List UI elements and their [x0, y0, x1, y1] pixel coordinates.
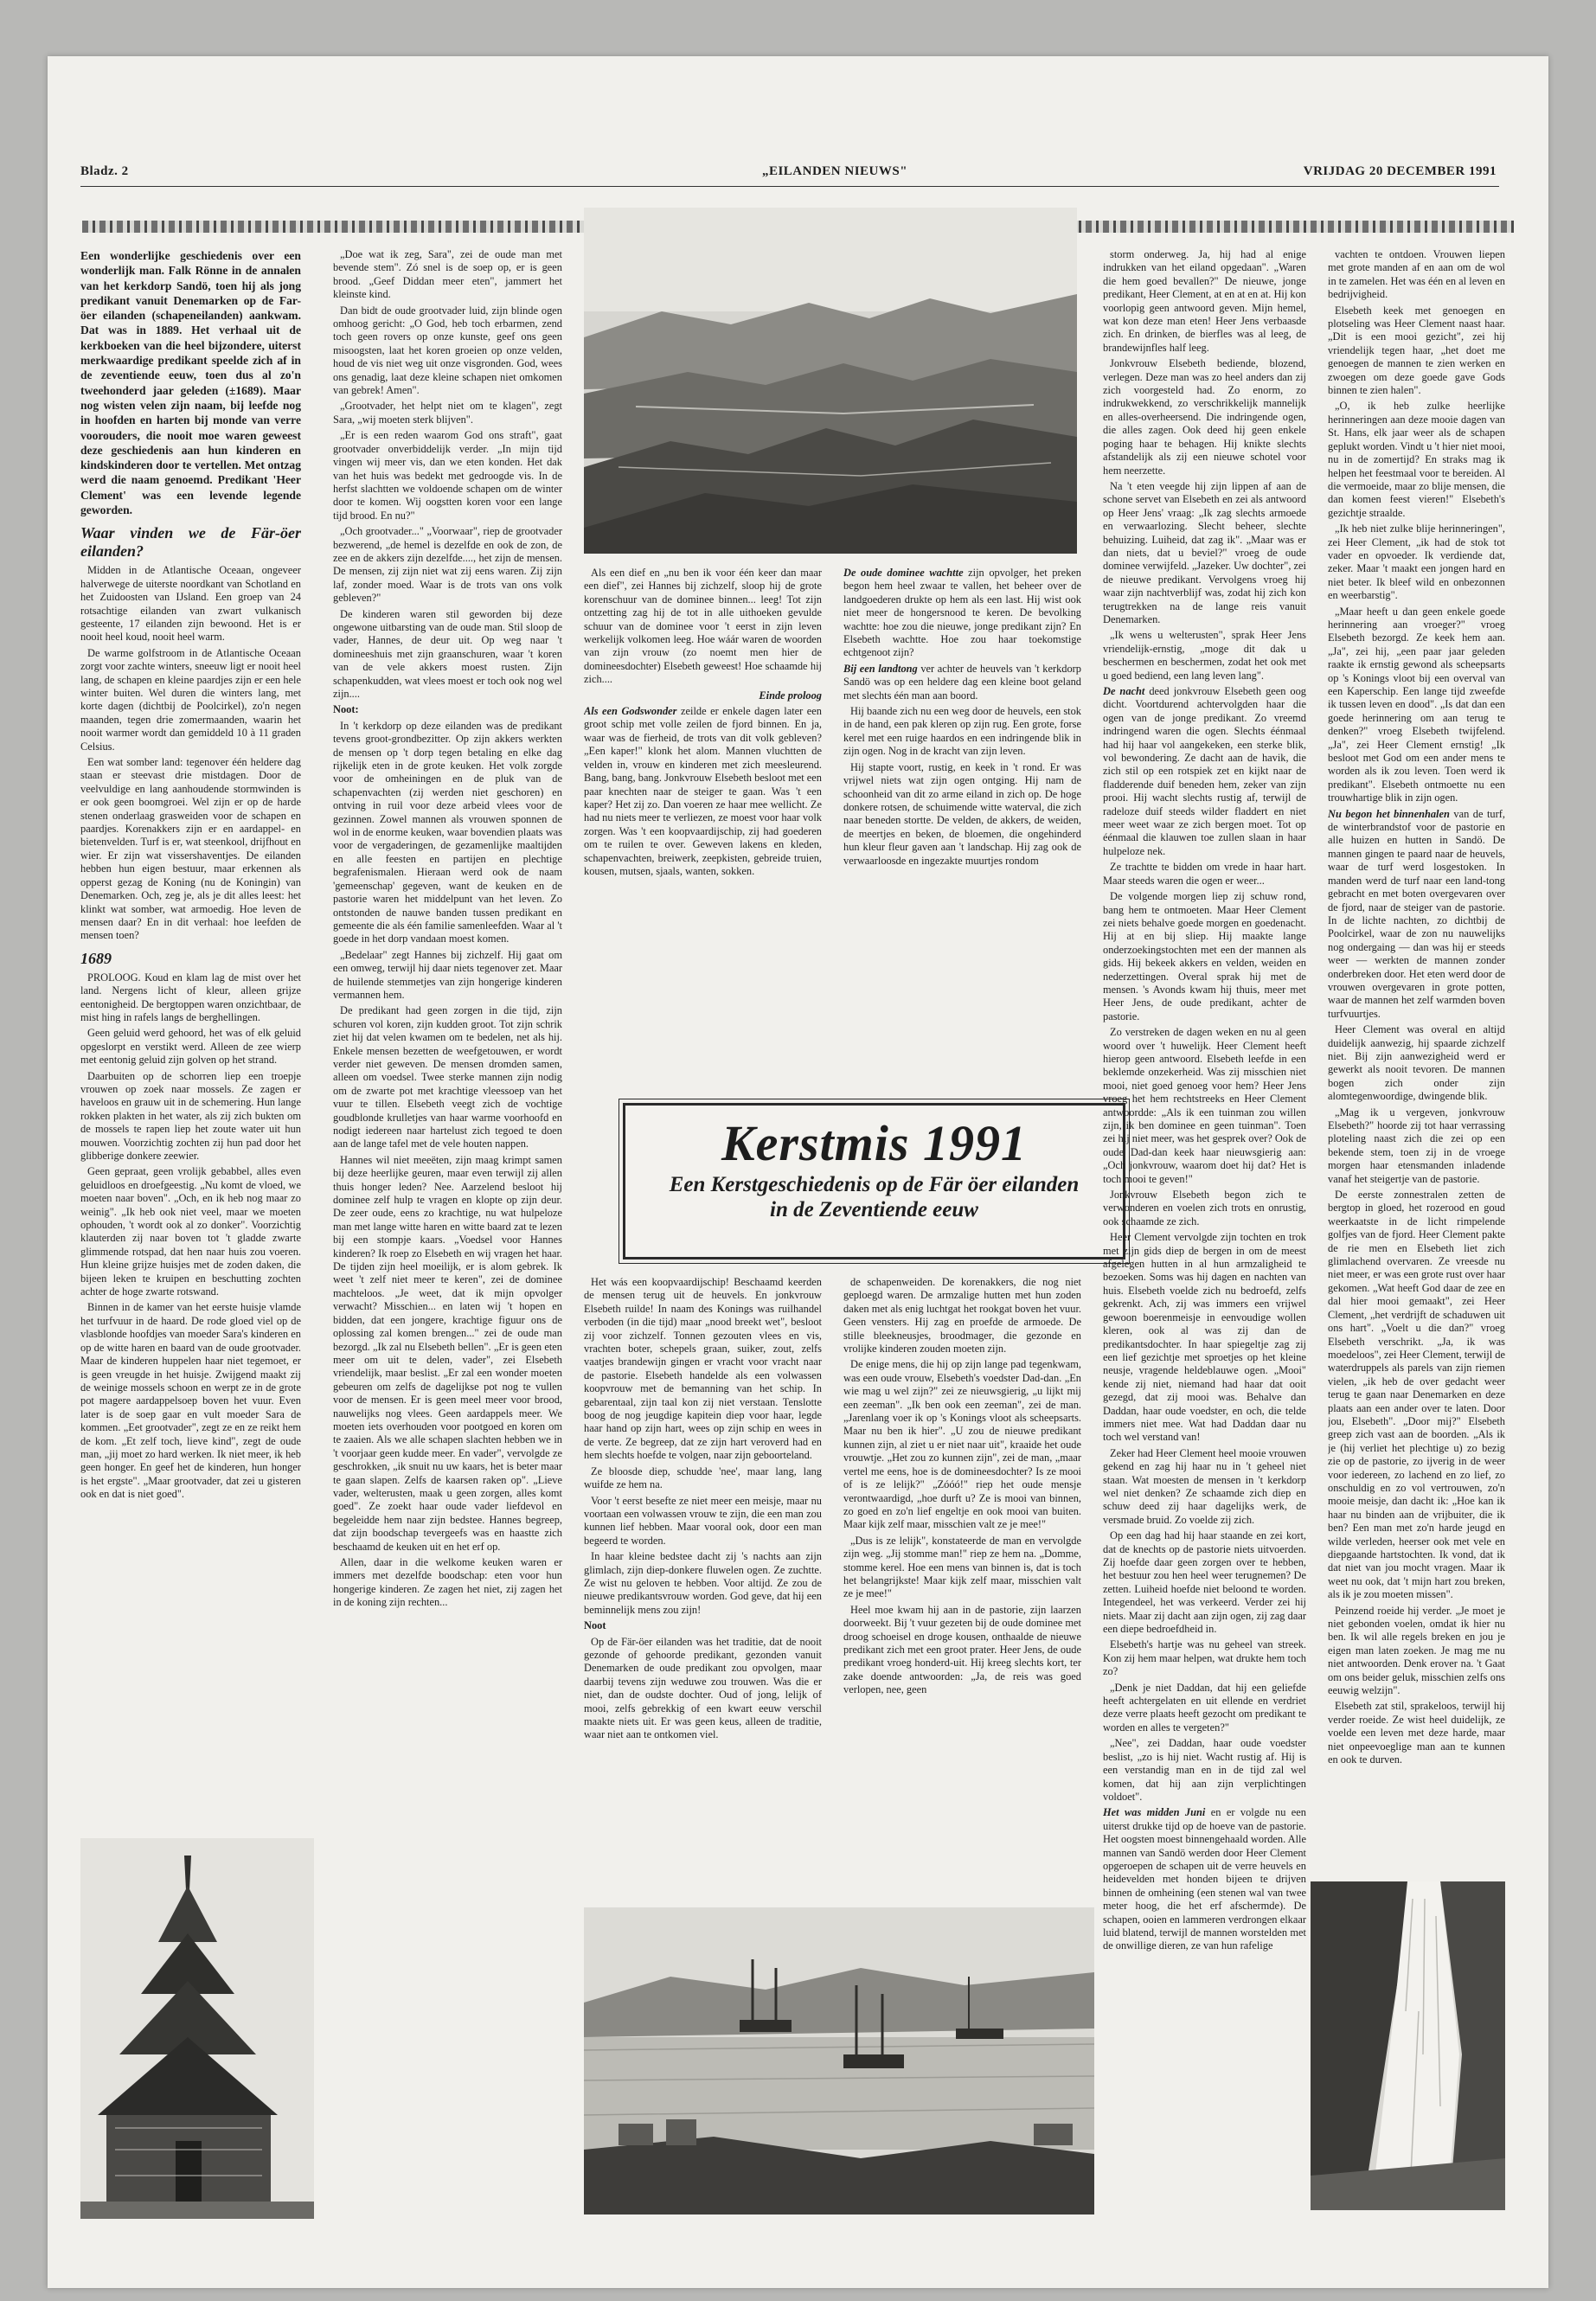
- paragraph: Jonkvrouw Elsebeth begon zich te verwonderen en voelen zich trots en onrustig, ook schaamde ze zich.: [1103, 1189, 1306, 1227]
- paragraph: zeilde er enkele dagen later een groot schip met volle zeilen de fjord binnen. En ja, waar was de fierheid, de trots van dit volk gebleven? „Een kaper!" klonk het alom. Mannen vluchtten de velden in, vrouw en kinderen met zich meesleurend. Bang, bang, bang. Jonkvrouw Elsebeth besloot met een paar knechten naar de steiger te gaan. Was 't een kaper? Het zij zo. Dan voeren ze haar mee wellicht. Ze had nu niets meer te verliezen, ze moest voor haar volk zorgen. Was 't een koopvaardijschip, zij had goederen om te ruilen te over. Geweven lakens en kleden, schapenvachten, breiwerk, zeepkisten, gebreide truien, kousen, mutsen, sjaals, wanten, sokken.: [584, 705, 822, 877]
- paragraph: Op een dag had hij haar staande en zei kort, dat de knechts op de pastorie niets uitvoerden. Zij hoefde daar geen zorgen over te hebben, het bestuur zou hen heel weer terugnemen? De zetten. Luiheid hoefde niet beloond te worden. Integendeel, het was verkeerd. Verder zei hij niets. Maar zij dacht aan zijn ogen, zij zag daar een diepe bedroefdheid in.: [1103, 1529, 1306, 1636]
- paragraph: Elsebeth's hartje was nu geheel van streek. Kon zij hem maar helpen, wat drukte hem toch zo?: [1103, 1638, 1306, 1678]
- paragraph: Ze bloosde diep, schudde 'nee', maar lang, lang wuifde ze hem na.: [584, 1465, 822, 1491]
- paragraph: „Dus is ze lelijk", konstateerde de man en vervolgde zijn weg. „Jij stomme man!" riep ze hem na. „Domme, stomme kerel. Hoe een mens van binnen is, dat is toch het belangrijkste! Maar kijk zelf maar, misschien valt ze je mee!": [843, 1534, 1081, 1600]
- paragraph: Voor 't eerst besefte ze niet meer een meisje, maar nu voortaan een volwassen vrouw te zijn, die een man zou kunnen lief hebben. Maar vooral ook, door een man begeerd te worden.: [584, 1494, 822, 1547]
- lead-in: De oude dominee wachtte: [843, 567, 964, 579]
- paragraph: Als een dief en „nu ben ik voor één keer dan maar een dief", zei Hannes bij zichzelf, sloop hij de grote korenschuur van de dominee binnen... leeg! Tot zijn ontzetting zag hij de tot in alle uithoeken gevulde schuur van de dominee voor 't eerst in zijn leven werkelijk volkomen leeg. Hoe wáár waren de woorden van zijn vrouw (zo noemt men hier de domineesdochter) Elsebeth geweest! Hoe schaamde hij zich....: [584, 567, 822, 686]
- paragraph: „Nee", zei Daddan, haar oude voedster beslist, „zo is hij niet. Wacht rustig af. Hij is een verstandig man en in de tijd zal wel komen, dat hij aan zijn verplichtingen voldoet".: [1103, 1737, 1306, 1803]
- ornamental-border-right: [1034, 221, 1514, 233]
- paragraph: PROLOOG. Koud en klam lag de mist over het land. Nergens licht of kleur, alleen grijze eentonigheid. De bergtoppen waren onzichtbaar, de mist hing in rafels langs de berghellingen.: [80, 971, 301, 1023]
- note-heading: Noot: [584, 1619, 606, 1632]
- paragraph: van de turf, de winterbrandstof voor de pastorie en alle huizen en hutten in Sandö. De mannen gingen te paard naar de heuvels, waar de turf werd losgestoken. In manden werd de turf naar een land-tong gebracht en met boten overgevaren over de fjord, naar de steiger van de pastorie. In de lichte nachten, zo dichtbij de Poolcirkel, waar de zon nu nauwelijks nog ondergaing — dan was hij er steeds weer — werkten de mannen zonder onderbreken door. Het eten werd door de vrouwen overgevaren in grote potten, waar de mannen het zelf warmden boven turfvuurtjes.: [1328, 807, 1505, 1020]
- paragraph: „Mag ik u vergeven, jonkvrouw Elsebeth?" hoorde zij tot haar verrassing ploteling naast zich die zei op een bekende stem, toen zij in de vroege morgen haar etensmanden inladende vanaf het steigertje van de pastorie.: [1328, 1106, 1505, 1185]
- paragraph: Het wás een koopvaardijschip! Beschaamd keerden de mensen terug uit de heuvels. En jonkvrouw Elsebeth ruilde! In naam des Konings was ruilhandel verboden (in die tijd) maar „nood breekt wet", besloot zij voor zichzelf. Tonnen gezouten vlees en vis, vrachten boter, schepels graan, suiker, zout, zelfs vaatjes brandewijn gingen er vracht voor vracht naar de pastorie. Elsebeth handelde als een volwassen koopvrouw met de bemanning van het schip. In gebarentaal, zijn taal kon zij niet verstaan. Tenslotte boog de nog jeugdige kapitein diep voor haar, legde haar hand op zijn hart, wees op zijn schip en wees in de verte. Ze begreep, dat ze zijn hart veroverd had en hem slechts hoefde te volgen, naar zijn geboorteland.: [584, 1276, 822, 1462]
- paragraph: vachten te ontdoen. Vrouwen liepen met grote manden af en aan om de wol in te zamelen. Het was één en al leven en bedrijvigheid.: [1328, 248, 1505, 301]
- lead-in: Bij een landtong: [843, 662, 918, 675]
- paragraph: Elsebeth zat stil, sprakeloos, terwijl hij verder roeide. Ze wist heel duidelijk, ze voelde een leven met deze harde, maar niet onpeevoeglige man aan te kunnen en ook te durven.: [1328, 1700, 1505, 1766]
- newspaper-page: [48, 56, 1548, 2288]
- paragraph: In haar kleine bedstee dacht zij 's nachts aan zijn glimlach, zijn diep-donkere fluwelen ogen. Ze zuchtte. Ze wist nu geloven te hebben. Voor altijd. Ze zou de nieuwe predikantsvrouw worden. God geve, dat hij een beminnelijk mens zou zijn!: [584, 1550, 822, 1616]
- note-paragraph: In 't kerkdorp op deze eilanden was de predikant tevens groot-grondbezitter. Op zijn akkers werkten de mensen op 't dorp tegen betaling en elke dag rijkelijk eten in de grote keuken. Het volk zorgde voor de omheiningen en de pluk van de schapenvachten (zij werden niet geschoren) en ontving in ruil voor deze arbeid vlees voor de gezinnen. Zowel mannen als vrouwen sponnen de wol in de enorme keuken, waar bovendien plaats was voor de vergaderingen, de gezamenlijke maaltijden en alle feesten en partijen en plechtige begrafenismalen. Hieraan werd ook de naam 'gemeenschap' gegeven, want de keuken en de pastorie waren het middelpunt van het leven. Zo ontstonden de nauwe banden tussen predikant en gemeente die als één familie samenleefden. Waar al 't goede in het dorp vandaan moest komen.: [333, 719, 562, 945]
- column-3-top: [584, 567, 822, 1051]
- paragraph: Hannes wil niet meeëten, zijn maag krimpt samen bij deze heerlijke geuren, maar even terwijl zij allen thuis honger leden? Nee. Aarzelend besloot hij dominee zelf hulp te vragen en klopte op zijn deur. De zeer oude, eens zo krachtige, nu wat hulpeloze man met lange witte haren en witte baard zat te lezen bij een stompje kaars. „Voedsel voor Hannes kinderen? Ik roep zo Elsebeth en wij vragen het haar. De tijden zijn heel moeilijk, er is alom gebrek. Ik weet 't zelf niet meer te keren", zei de dominee machteloos. „Je weet, dat ik mijn opvolger verwacht? Misschien... en laten wij 't hopen en bidden, dat een jongere, krachtige figuur ons de oplossing zal komen brengen..." zei de oude man bezorgd. „Ik zal nu Elsebeth bellen". „Er is geen eten meer om uit te delen, vader", zei Elsebeth vriendelijk, maar beslist. „Er zal een wonder moeten gebeuren om zelfs de dagelijkse pot nog te vullen voor de mensen. Er is geen meel meer voor brood, nauwelijks nog vlees. Geen aardappels meer. We moeten iets overhouden voor pootgoed en koren om te zaaien. Als we alle schapen slachten hebben we in 't voorjaar geen kudde meer. En vader", vervolgde ze geschrokken, „ik snuit nu uw kaars, het is beter maar te gaan slapen. Zelfs de kaarsen raken op". „Lieve vader, welterusten, maak u geen zorgen, alles komt goed". Ze zoekt haar oude vader liefdevol en begeleidde hem naar zijn bedstee. Hannes begreep, dat zijn boodschap tevergeefs was en haastte zich beschaamd de keuken uit en het erf op.: [333, 1153, 562, 1553]
- lead-in: Als een Godswonder: [584, 705, 677, 718]
- paragraph: „Ik wens u welterusten", sprak Heer Jens vriendelijk-ernstig, „moge dit dak u beschermen en beschermen, zodat het ook met u goed bediend, een lang leven lang".: [1103, 629, 1306, 682]
- paragraph: Hij baande zich nu een weg door de heuvels, een stok in de hand, een pak kleren op zijn rug. Een grote, forse kerel met een ruige haardos en een indringende blik in zijn ogen. Nog in de kracht van zijn leven.: [843, 705, 1081, 758]
- feature-title: Kerstmis 1991: [721, 1115, 1027, 1171]
- paragraph: De enige mens, die hij op zijn lange pad tegenkwam, was een oude vrouw, Elsebeth's voedster Dad-dan. „En wie mag u wel zijn?" zei ze nieuwsgierig, „u lijkt mij een zeeman". „Ik ben ook een zeeman", zei de man. „Jarenlang voer ik op 's Konings vloot als scheepsarts. Maar nu ben ik hier". „U zou de nieuwe predikant kunnen zijn, al ziet u er niet naar uit", kraaide het oude vrouwtje. „Het zou zo kunnen zijn", zei de man, „maar vertel me eens, hoe is de domineesdochter? Is ze mooi of is ze lelijk?" „Zóóó!" riep het oude mensje verontwaardigd, „hoe durft u? Ze is mooi van binnen, zo goed en zo'n lief engeltje en ook mooi van buiten. Maar kijk zelf maar, misschien valt ze je mee!": [843, 1358, 1081, 1531]
- stave-church-illustration: [80, 1838, 314, 2219]
- paragraph: ver achter de heuvels van 't kerkdorp Sandö was op een heldere dag een kleine boot geland met slechts één man aan boord.: [843, 662, 1081, 702]
- paragraph: Jonkvrouw Elsebeth bediende, blozend, verlegen. Deze man was zo heel anders dan zij zich voorgesteld had. Zo enorm, zo indrukwekkend, zo verschrikkelijk mannelijk en alles-overheersend. Die indringende ogen, die alles zagen. Ook deed hij geen enkele poging haar te behagen. Hij knikte slechts afstandelijk als zij een nieuwe schotel voor hem neerzette.: [1103, 357, 1306, 477]
- paragraph: Geen geluid werd gehoord, het was of elk geluid opgeslorpt en verstikt werd. Alleen de zee wierp met eentonig geluid zijn golven op het strand.: [80, 1027, 301, 1067]
- paragraph: Na 't eten veegde hij zijn lippen af aan de schone servet van Elsebeth en zei als antwoord op Heer Jens' vraag: „Ik zag slechts armoede en verwaarlozing. Slecht beheer, slechte behuizing. Luiheid, dat zag ik". „Maar was er dan niets, dat u beviel?" vroeg de oude dominee verwijfeld. „Jazeker. Uw dochter", zei de nieuwe predikant. Vervolgens vroeg hij waar zijn nachtverblijf was, zodat hij zich kon terugtrekken na de lange reis vanuit Denemarken.: [1103, 479, 1306, 625]
- paragraph: Ze trachtte te bidden om vrede in haar hart. Maar steeds waren die ogen er weer...: [1103, 861, 1306, 887]
- paragraph: „Er is een reden waarom God ons straft", gaat grootvader onverbiddelijk verder. „In mijn tijd vingen wij meer vis, dan we eten konden. Het dak van het huis was bedekt met gedroogde vis. In de herfst slachtten we voldoende schapen om de winter door te komen. Wij oogstten koren voor een lange tijd brood. En nu?": [333, 429, 562, 522]
- paragraph: Zeker had Heer Clement heel mooie vrouwen gekend en zag hij haar nu in 't geheel niet staan. Wat moesten de mensen in 't kerkdorp wel niet denken? Ze schaamde zich diep en schuw deed zij haar dagelijks werk, de versmade bruid. Zo voelde zij zich.: [1103, 1446, 1306, 1526]
- paragraph: Een wat somber land: tegenover één heldere dag staan er steevast drie mistdagen. Door de veelvuldige en lang aanhoudende stormwinden is er ook geen boomgroei. Wel zijn er op de harde stenen onderlaag grasweiden voor de schapen en paardjes. Korenakkers zijn er en aardappel- en bietenvelden. Turf is er, wat steenkool, drijfhout en wier. Er zijn wat vissershaventjes. De eilanden hebben hun eigen bestuur, maar erkennen als opperst gezag de Koning (nu de Koningin) van Denemarken. Och, zeg je, als je dit alles leest: het klinkt wat somber, wat armoedig. Hoe leven de mensen daar? En in dit verhaal: hoe leefden de mensen toen?: [80, 756, 301, 942]
- paragraph: Dan bidt de oude grootvader luid, zijn blinde ogen omhoog gericht: „O God, heb toch erbarmen, zend toch geen rovers op onze kunste, geef ons geen misoogsten, laat het koren groeien op onze velden, houd de vis niet weg uit onze visgronden. God, wees ons genadig, laat deze kleine schapen niet omkomen van gebrek! Amen".: [333, 304, 562, 397]
- paragraph: „Grootvader, het helpt niet om te klagen", zegt Sara, „wij moeten sterk blijven".: [333, 400, 562, 426]
- paragraph: De predikant had geen zorgen in die tijd, zijn schuren vol koren, zijn kudden groot. Tot zijn schrik ziet hij dat velen kwamen om te bedelen, net als hij. Enkele mensen bezetten de weefgetouwen, er wordt verder niet geweven. De mensen dromden samen, alleen om voedsel. Twee sterke mannen zijn nodig om de zwarte pot met krachtige vleessoep van het vuur te tillen. Elsebeth veegt zich de vochtige goudblonde krulletjes van haar warme voorhoofd en nodigt iedereen naar hartelust zich tegoed te doen aan de lange tafel met de vele houten nappen.: [333, 1004, 562, 1150]
- paragraph: Binnen in de kamer van het eerste huisje vlamde het turfvuur in de haard. De rode gloed viel op de vlasblonde hoofdjes van moeder Sara's kinderen en op de witte haren en baard van de oude grootvader. Maar de kinderen huppelen haar niet tegemoet, er is geen vreugde in het huisje. Zwijgend maakt zij de weinige mossels schoon en werpt ze in de grote pot magere aardappelsoep boven het vuur. Even later is de soep gaar en vult moeder Sara de kommen. „Eet grootvader", zegt ze en ze reikt hem de kom. „Et zelf toch, lieve kind", zegt de oude man, „jij moet zo hard werken. Ik niet meer, ik heb geen honger. En geef het de kinderen, hun honger is het ergste". „Maar grootvader, dat zei u gisteren ook en dat is niet goed".: [80, 1301, 301, 1501]
- issue-date: VRIJDAG 20 DECEMBER 1991: [1303, 164, 1497, 178]
- paragraph: De volgende morgen liep zij schuw rond, bang hem te ontmoeten. Maar Heer Clement zei niets behalve goede morgen en goedenacht. Hij at en bij sliep. Hij maakte lange onderzoekingstochten met een der mannen als gids. Hij bekeek akkers en velden, weiden en nederzettingen. Overal sprak hij met de mensen. 's Avonds kwam hij thuis, meer met Heer Jens, de oude predikant, achter de pastorie.: [1103, 890, 1306, 1022]
- paragraph: „Och grootvader..." „Voorwaar", riep de grootvader bezwerend, „de hemel is dezelfde en ook de zon, de zee en de akkers zijn dezelfde...., het zijn de mensen. De mensen, zij zijn niet wat zij eens waren. Zij zijn laf, zonder moed. Waar is de trots van ons volk gebleven?": [333, 525, 562, 605]
- ornamental-border-left: [82, 221, 601, 233]
- paragraph: „Doe wat ik zeg, Sara", zei de oude man met bevende stem". Zó snel is de soep op, er is geen brood. „Geef Diddan meer eten", jammert het kleinste kind.: [333, 248, 562, 301]
- column-4-bottom: [843, 1276, 1081, 1760]
- paragraph: Hij stapte voort, rustig, en keek in 't rond. Er was vrijwel niets wat zijn ogen ontging. Hij nam de schoonheid van dit zo arme eiland in zich op. De hoge donkere rotsen, de schuimende witte waterval, die zich naar beneden stortte. De velden, de akkers, de weiden, de meertjes en beken, de bloemen, die ongehinderd hun kleur fleur gaven aan 't landschap. Hij zag ook de verwaarloosde en ingezakte muurtjes rondom: [843, 760, 1081, 867]
- paragraph: „Maar heeft u dan geen enkele goede herinnering aan vroeger?" vroeg Elsebeth bezorgd. Ze keek hem aan. „Ja", zei hij, „een paar jaar geleden raakte ik ernstig gewond als scheepsarts op 's Konings vloot bij een overval van een Kaperschip. Een lange tijd zweefde ik tussen leven en dood". „Is dat dan een goede herinnering om aan terug te denken?" vroeg Elsebeth twijfelend. „Ja", zei Heer Clement ernstig! „Ik besloot met God om een ander mens te worden als ik zou leven. Toen werd ik predikant". Elsebeth ontmoette nu een trouwhartige blik in zijn ogen.: [1328, 605, 1505, 804]
- column-5: [1103, 248, 1306, 2221]
- paragraph: De kinderen waren stil geworden bij deze ongewone uitbarsting van de oude man. Stil sloop de vader, Hannes, de deur uit. Op weg naar 't domineeshuis met zijn graanschuren, waar 't koren van de vele akkers moest rusten. Zijn schapenkudden, wat vlees moest er toch ook nog wel zijn....: [333, 607, 562, 700]
- feature-subtitle-line-1: Een Kerstgeschiedenis op de Fär öer eilanden: [669, 1173, 1080, 1196]
- feature-subtitle-line-2: in de Zeventiende eeuw: [770, 1198, 978, 1221]
- fjord-landscape-illustration: [584, 208, 1077, 554]
- column-2: [333, 248, 562, 2221]
- prologue-end: Einde proloog: [759, 689, 822, 702]
- column-1: [80, 248, 301, 1814]
- column-3-bottom: [584, 1276, 822, 1760]
- paragraph: Elsebeth keek met genoegen en plotseling was Heer Clement naast haar. „Dit is een mooi gezicht", zei hij vriendelijk tegen haar, „het doet me genoegen de mannen te zien werken en zwoegen om deze goede gave Gods binnen te zien halen".: [1328, 304, 1505, 397]
- paragraph: „Denk je niet Daddan, dat hij een geliefde heeft achtergelaten en uit ellende en verdriet deze verre plaats heeft gezocht om predikant te worden en alles te vergeten?": [1103, 1681, 1306, 1734]
- paragraph: Geen gepraat, geen vrolijk gebabbel, alles even geluidloos en droefgeestig. „Nu komt de vloed, we moeten naar boven". „Och, en ik heb nog maar zo weinig". „Ik heb ook niet veel, maar we moeten ophouden, 't wordt ook al zo donker". Voorzichtig klauterden zij naar boven tot 't gladde zwarte glimmende rotspad, dat hen naar huis zou voeren. Hun kleine grijze huisjes met de zoden daken, die bijeen leken te kruipen en beschutting zochten achter de hoge zwarte rotswand.: [80, 1165, 301, 1298]
- page-number: Bladz. 2: [80, 164, 129, 178]
- intro-paragraph: Een wonderlijke geschiedenis over een wonderlijk man. Falk Rönne in de annalen van het kerkdorp Sandö, toen hij als jong predikant vanuit Denemarken op de Far-öer eilanden (schapeneilanden) aankwam. Dat was in 1889. Het verhaal uit de kerkboeken van die heel bijzondere, uiterst merkwaardige predikant speelde zich af in de zeventiende eeuw, toen dus al zo'n tweehonderd jaar geleden (±1689). Maar nog wisten velen zijn naam, bij leefde nog in hoofden en harten bij monde van verre voorouders, die nooit moe waren geweest deze geschiedenis aan hun kinderen en kindskinderen door te vertellen. Met ontzag werd die naam genoemd. Predikant 'Heer Clement' was een levende legende geworden.: [80, 249, 301, 517]
- paragraph: De eerste zonnestralen zetten de bergtop in gloed, het rozerood en goud weerkaatste in de licht rimpelende golfjes van de fjord. Heer Clement pakte de rie men en Elsebeth liet zich glimlachend overvaren. Ze vreesde nu niet meer, er was een grote rust over haar gekomen. „Wat heeft God daar de zee en dal hier mooi gemaakt", zei Heer Clement, „het verdrijft de schaduwen uit ons hart". „Voelt u die dan?" vroeg Elsebeth verschrikt. „Ja, ik was moedeloos", zei Heer Clement, terwijl de waterdruppels als parels van zijn riemen vielen, „ik heb de over gedacht weer terug te gaan naar Denemarken en deze plaats aan een ander over te laten. Door jou, Elsebeth". „Door mij?" Elsebeth greep zich vast aan de boorden. „Als ik je (hij verliet het plechtige u) zo bezig zie op de pastorie, zo ijverig in de weer voor iedereen, zo lachend en zo lief, zo onschuldig en zo vol vertrouwen, zo'n mooie meisje, dan dacht ik: „Hoe kan ik haar nu binden aan de vrijbuiter, die ik ben? Een man met zo'n harde jeugd en wilde verleden, heerser ook met vele en diepgaande hartstochten. Ik vond, dat ik dat niet van jou mocht vragen. Maar ik weet nu ook, dat 't mijn hart zou breken, als ik je zou moeten missen".: [1328, 1189, 1505, 1601]
- lead-in: Het was midden Juni: [1103, 1806, 1206, 1819]
- paragraph: zijn opvolger, het preken begon hem heel zwaar te vallen, het beheer over de landgoederen drukte op hem als een last. Hij wist ook niet meer de hongersnood te keren. De bevolking wachtte: hoe zou die nieuwe, jonge predikant zijn? En Elsebeth wachtte. Hoe zou haar toekomstige echtgenoot zijn?: [843, 567, 1081, 659]
- paragraph: storm onderweg. Ja, hij had al enige indrukken van het eiland opgedaan". „Waren die hem goed bevallen?" De nieuwe, jonge predikant, Heer Clement, at en at en at. Hij kon voorlopig geen antwoord geven. Mijn hemel, wat kon deze man eten! Heer Jens verbaasde zich. En drinken, de bierfles was al leeg, de brandewijnfles half leeg.: [1103, 248, 1306, 354]
- paragraph: Peinzend roeide hij verder. „Je moet je niet gebonden voelen, omdat ik hier nu ben. Ik wil alle regels breken en jou je eigen man laten zoeken. Je mag me nu niet antwoorden. Denk erover na. 't Gaat om ons beider geluk, misschien zelfs ons eeuwig welzijn".: [1328, 1604, 1505, 1697]
- section-heading: Waar vinden we de Fär-öer eilanden?: [80, 524, 301, 561]
- paragraph: Zo verstreken de dagen weken en nu al geen woord over 't huwelijk. Heer Clement heeft hierop geen antwoord. Elsebeth leefde in een beklemde onzekerheid. Was zij misschien niet mooi, niet goed genoeg voor hem? Heer Jens vroeg het hem rechtstreeks en Heer Clement antwoordde: „Als ik een tuinman zou willen zijn, ik ben dominee en geen tuinman". Toen zei hij niet meer, was het gesprek over? Ook de oude Dad-dan keek haar nieuwsgierig aan: „Och jonkvrouw, waarom doet hij dat? Het is toch mooi te geven!": [1103, 1026, 1306, 1185]
- note-paragraph: Op de Fär-öer eilanden was het traditie, dat de nooit gezonde of gehoorde predikant, gezonden vanuit Denemarken de oude predikant zou opvolgen, maar daarbij tevens zijn weduwe zou trouwen. Was die er niet, dan de oudste dochter. Oud of jong, lelijk of mooi, zelfs gebrekkig of een kwart eeuw verschil maakte niets uit. Er was geen keus, alleen de traditie, waar niet aan te ontkomen viel.: [584, 1635, 822, 1741]
- column-4-top: [843, 567, 1081, 1051]
- paragraph: Heel moe kwam hij aan in de pastorie, zijn laarzen doorweekt. Bij 't vuur gezeten bij de oude dominee met droog schoeisel en droge kousen, onthaalde de nieuwe predikant zich met een groot prater. Heer Jens, de oude predikant vroeg honderd-uit. Hij kreeg slechts kort, ter zake doende antwoorden: „Ja, de reis was goed verlopen, nee, geen: [843, 1603, 1081, 1696]
- paragraph: deed jonkvrouw Elsebeth geen oog dicht. Voortdurend achtervolgden haar die ogen van de jonge predikant. Zo vreemd indringend waren die ogen. Slechts éénmaal had hij haar vol aangekeken, een sterke blik, vol bewondering. Ze dacht aan de havik, die zich stil op een rotspiek zet en kijkt naar de fladderende duif beneden hem, zeker van zijn prooi. Hij wacht slechts rustig af, terwijl de radeloze duif steeds wilder fladdert en niet meer weet waar ze zich bergen moet. Tot op éénmaal die klauwen toe zullen slaan in haar hulpeloze nek.: [1103, 685, 1306, 857]
- feature-title-box: [623, 1103, 1125, 1259]
- paragraph: de schapenweiden. De korenakkers, die nog niet geploegd waren. De armzalige hutten met hun zoden daken met als enig luchtgat het rookgat boven het vuur. Geen vensters. Hij zag en proefde de armoede. De stille bleekneusjes, broodmager, die gezonde en vrolijke kinderen zouden moeten zijn.: [843, 1276, 1081, 1356]
- section-heading: 1689: [80, 949, 112, 967]
- waterfall-illustration: [1311, 1881, 1505, 2210]
- paragraph: De warme golfstroom in de Atlantische Oceaan zorgt voor zachte winters, sneeuw ligt er nooit heel lang, de schapen en kleine paardjes zijn er een hele winter buiten. Wel duren die winters lang, met korte dagen (dichtbij de Poolcirkel), zo'n negen maanden, tegen drie zomermaanden, waarin het nooit warmer wordt dan gemiddeld 10 à 11 graden Celsius.: [80, 646, 301, 753]
- paragraph: Allen, daar in die welkome keuken waren er immers met dezelfde boodschap: eten voor hun hongerige kinderen. Ze zagen het niet, zij zagen het in de koning zijn rechten...: [333, 1556, 562, 1609]
- note-heading: Noot:: [333, 703, 359, 716]
- lead-in: Nu begon het binnenhalen: [1328, 807, 1450, 820]
- paragraph: Heer Clement was overal en altijd duidelijk aanwezig, hij spaarde zichzelf niet. Bij zijn aanwezigheid werd er gewerkt als nooit tevoren. De mannen bogen zich onder zijn alomtegenwoordige, dwingende blik.: [1328, 1023, 1505, 1103]
- paragraph: „O, ik heb zulke heerlijke herinneringen aan deze mooie dagen van St. Hans, elk jaar weer als de schapen geplukt worden. Vindt u 't hier niet mooi, nu in de zomertijd? En straks mag ik helpen het feestmaal voor te bereiden. Al die vermoeide, maar zo blije mensen, die dan komen feest vieren!" Elsebeth's gezichtje straalde.: [1328, 400, 1505, 519]
- newspaper-name: „EILANDEN NIEUWS": [761, 164, 908, 178]
- paragraph: „Bedelaar" zegt Hannes bij zichzelf. Hij gaat om een omweg, terwijl hij daar niets tegenover zet. Maar de huilende stemmetjes van zijn hongerige kinderen vermannen hem.: [333, 948, 562, 1001]
- paragraph: Daarbuiten op de schorren liep een troepje vrouwen op zoek naar mossels. Ze zagen er haveloos en grauw uit in de schemering. Hun lange rokken plakten in het water, als zij zich bukten om de mossels te rapen liep het zoute water uit hun mouwen. Voorzichtig zochten zij hun pad door het glibberige donkere zeewier.: [80, 1069, 301, 1162]
- paragraph: Midden in de Atlantische Oceaan, ongeveer halverwege de uiterste noordkant van Schotland en het Zuidoosten van IJsland. Een groep van 24 rotsachtige eilanden van zwart vulkanisch gesteente, 17 eilanden zijn bewoond. Het is er nooit heel koud, nooit heel warm.: [80, 564, 301, 644]
- paragraph: en er volgde nu een uiterst drukke tijd op de hoeve van de pastorie. Het oogsten moest binnengehaald worden. Alle mannen van Sandö werden door Heer Clement opgeroepen de schapen uit de verre heuvels en heidevelden met honden bijeen te drijven binnen de omheining (een stenen wal van twee meter hoog, die het erf afschermde). De schapen, ooien en lammeren verdrongen elkaar luid blatend, terwijl de mannen worstelden met de onwillige dieren, ze van hun rafelige: [1103, 1806, 1306, 1952]
- paragraph: Heer Clement vervolgde zijn tochten en trok met zijn gids diep de bergen in om de meest afgelegen hutten in al hun armzaligheid te bezoeken. Soms was hij dagen en nachten van huis. Elsebeth voelde zich nu bedroefd, zelfs gekrenkt. Ach, zij was immers een vrijwel gewoon boerenmeisje in eenvoudige wollen kleren, ook al was zij dan de predikantsdochter. In haar spiegeltje zag zij een lief gezichtje met sproetjes op het kleine neusje, vragende heldeblauwe ogen. „Mooi" kende zij niet, niemand had haar dat ooit gezegd, dat zij mooi was. Behalve dan Daddan, haar oude voedster, en och, die telde immers niet mee. Wat had Daddan daar nu toch wel verstand van!: [1103, 1231, 1306, 1444]
- lead-in: De nacht: [1103, 685, 1145, 697]
- paragraph: „Ik heb niet zulke blije herinneringen", zei Heer Clement, „ik had de stok tot vader en opvoeder. Ik verdiende dat, zeker. Maar 't maakt een jongen hard en niet beter. Ik bleef wild en onbezonnen en weerbarstig".: [1328, 522, 1505, 602]
- header-rule: [80, 186, 1499, 187]
- column-6: [1328, 248, 1505, 1875]
- harbour-ships-illustration: [584, 1907, 1094, 2214]
